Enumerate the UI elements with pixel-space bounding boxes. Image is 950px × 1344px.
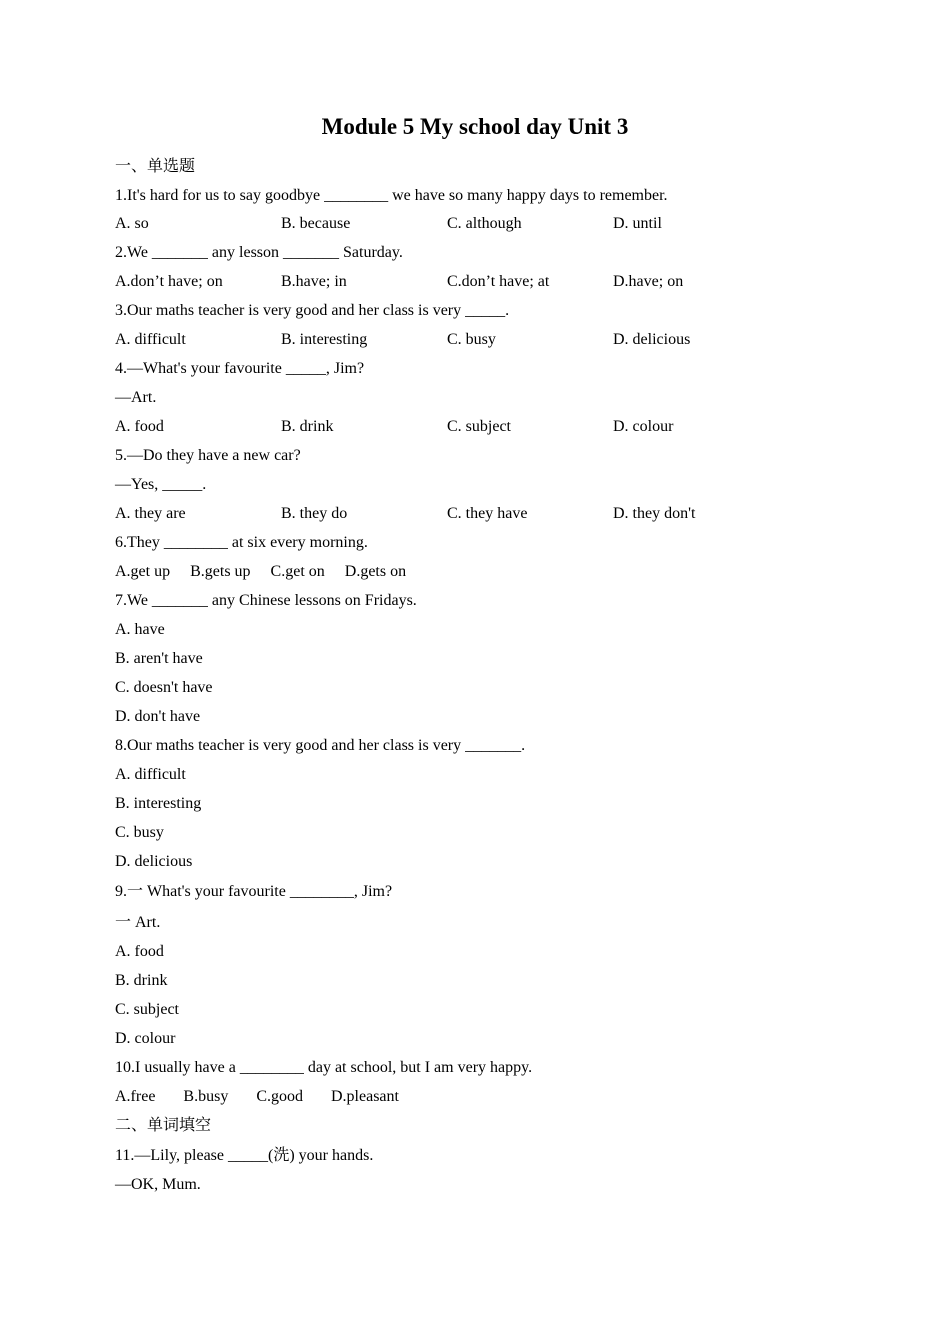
q2-option-d: D.have; on [613,273,684,290]
question-4-stem: 4.—What's your favourite _____, Jim? [115,360,365,377]
section-heading-word-fill: 二、单词填空 [115,1117,212,1134]
question-7-stem: 7.We _______ any Chinese lessons on Fridays. [115,592,417,609]
question-2-stem: 2.We _______ any lesson _______ Saturday. [115,244,403,261]
q9-option-b: B. drink [115,972,168,989]
question-8-stem: 8.Our maths teacher is very good and her class is very _______. [115,737,526,754]
q7-option-a: A. have [115,621,165,638]
q5-option-c: C. they have [447,505,528,522]
q2-option-a: A.don’t have; on [115,273,223,290]
q4-option-a: A. food [115,418,164,435]
q8-option-d: D. delicious [115,853,193,870]
q3-option-d: D. delicious [613,331,691,348]
q6-options-line: A.get up B.gets up C.get on D.gets on [115,563,407,580]
question-10-stem: 10.I usually have a ________ day at school, but I am very happy. [115,1059,533,1076]
q4-option-b: B. drink [281,418,334,435]
q8-option-c: C. busy [115,824,164,841]
q3-option-b: B. interesting [281,331,368,348]
q1-option-b: B. because [281,215,351,232]
section-heading-single-choice: 一、单选题 [115,158,196,175]
q7-option-c: C. doesn't have [115,679,213,696]
q4-option-c: C. subject [447,418,511,435]
page-title: Module 5 My school day Unit 3 [321,114,629,139]
q1-option-d: D. until [613,215,662,232]
q5-option-a: A. they are [115,505,186,522]
question-3-stem: 3.Our maths teacher is very good and her class is very _____. [115,302,510,319]
question-9-stem: 9.一 What's your favourite ________, Jim? [115,883,393,900]
q9-option-a: A. food [115,943,164,960]
q5-option-d: D. they don't [613,505,696,522]
q3-option-c: C. busy [447,331,496,348]
q8-option-b: B. interesting [115,795,202,812]
question-11-stem: 11.—Lily, please _____(洗) your hands. [115,1147,374,1164]
q9-option-d: D. colour [115,1030,176,1047]
q1-option-c: C. although [447,215,522,232]
q2-option-c: C.don’t have; at [447,273,550,290]
question-5-stem: 5.—Do they have a new car? [115,447,301,464]
q4-option-d: D. colour [613,418,674,435]
question-5-answer-line: —Yes, _____. [115,476,207,493]
q2-option-b: B.have; in [281,273,347,290]
q7-option-d: D. don't have [115,708,201,725]
q5-option-b: B. they do [281,505,348,522]
question-4-answer-line: —Art. [115,389,157,406]
q1-option-a: A. so [115,215,149,232]
question-1-stem: 1.It's hard for us to say goodbye ________ we have so many happy days to remember. [115,187,668,204]
q7-option-b: B. aren't have [115,650,203,667]
q9-option-c: C. subject [115,1001,179,1018]
q8-option-a: A. difficult [115,766,186,783]
q10-options-line: A.free B.busy C.good D.pleasant [115,1088,399,1105]
question-6-stem: 6.They ________ at six every morning. [115,534,368,551]
question-11-answer-line: —OK, Mum. [115,1176,201,1193]
q3-option-a: A. difficult [115,331,186,348]
question-9-answer-line: 一 Art. [115,914,161,931]
